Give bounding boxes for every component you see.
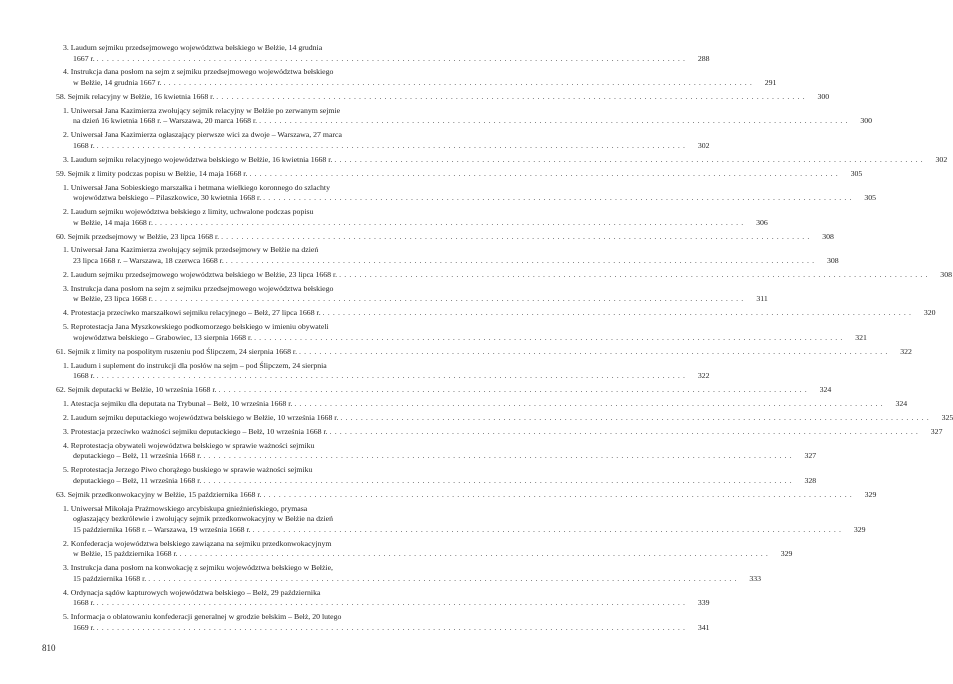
toc-entry-line	[63, 308, 936, 319]
toc-entry-text: 58. Sejmik relacyjny w Bełżie, 16 kwietnia 1668 r.	[56, 91, 215, 101]
toc-entry-line	[63, 451, 817, 462]
toc-item-entry	[56, 412, 953, 424]
dot-leader: . . . . . . . . . . . . . . . . . . . . . . . . . . . . . . . . . . . . . . . . . . . . . . . . . . . . . . . . . . . . . . . . . . . . . . . . . . . . . . . . . . . . . . . . . . . . . . . . . . . . . . . . . . . . . . . . . . . .	[221, 231, 810, 241]
dot-leader: . . . . . . . . . . . . . . . . . . . . . . . . . . . . . . . . . . . . . . . . . . . . . . . . . . . . . . . . . . . . . . . . . . . . . . . . . . . . . . . . . . . . . . . . . . . . . . . . . . . . . . . . . . . . . . . . . . . .	[96, 371, 686, 381]
toc-entry-text: 3. Instrukcja dana posłom na sejm z sejmiku przedsejmowego województwa bełskiego	[63, 283, 334, 293]
dot-leader: . . . . . . . . . . . . . . . . . . . . . . . . . . . . . . . . . . . . . . . . . . . . . . . . . . . . . . . . . . . . . . . . . . . . . . . . . . . . . . . . . . . . . . . . . . . . . . . . . . . . . . . . . . . . . . . . . . . .	[249, 168, 839, 178]
toc-item-entry	[56, 440, 817, 462]
toc-page-number: 306	[756, 217, 768, 227]
toc-section-entry	[56, 385, 832, 396]
toc-entry-line	[63, 193, 877, 204]
toc-entry-line	[63, 504, 389, 515]
toc-section-entry	[56, 346, 912, 358]
toc-entry-line	[63, 116, 873, 127]
dot-leader: . . . . . . . . . . . . . . . . . . . . . . . . . . . . . . . . . . . . . . . . . . . . . . . . . . . . . . . . . . . . . . . . . . . . . . . . . . . . . . . . . . . . . . . . . . . . . . . . . . . . . . . . . . . . . . . . . . . .	[263, 489, 853, 499]
toc-entry-line	[63, 322, 389, 333]
toc-page-number: 308	[822, 231, 834, 241]
toc-item-entry	[56, 503, 866, 536]
toc-item-entry	[56, 587, 710, 609]
toc-entry-text: 1. Atestacja sejmiku dla deputata na Trybunał – Bełż, 10 września 1668 r.	[63, 398, 293, 408]
toc-entry-line	[56, 168, 863, 180]
toc-entry-line	[63, 284, 389, 295]
dot-leader: . . . . . . . . . . . . . . . . . . . . . . . . . . . . . . . . . . . . . . . . . . . . . . . . . . . . . . . . . . . . . . . . . . . . . . . . . . . . . . . . . . . . . . . . . . . . . . . . . . . . . . . . . . . . . . . . . . . .	[216, 91, 806, 101]
toc-entry-text: 4. Protestacja przeciwko marszałkowi sejmiku relacyjnego – Bełż, 27 lipca 1668 r.	[63, 308, 321, 318]
dot-leader: . . . . . . . . . . . . . . . . . . . . . . . . . . . . . . . . . . . . . . . . . . . . . . . . . . . . . . . . . . . . . . . . . . . . . . . . . . . . . . . . . . . . . . . . . . . . . . . . . . . . . . . . . . . . . . . . . . . .	[96, 622, 686, 632]
toc-page-number: 322	[697, 371, 710, 381]
toc-entry-text: 4. Reprotestacja obywateli województwa bełskiego w sprawie ważności sejmiku	[63, 440, 315, 450]
toc-entry-line	[63, 524, 866, 536]
toc-entry-text: 63. Sejmik przedkonwokacyjny w Bełżie, 15 października 1668 r.	[56, 489, 262, 499]
toc-entry-text: 4. Ordynacja sądów kapturowych województwa bełskiego – Bełż, 29 października	[63, 587, 321, 597]
toc-entry-line	[63, 140, 710, 152]
toc-page-number: 341	[697, 622, 710, 632]
toc-entry-line	[63, 154, 948, 166]
toc-item-entry	[56, 182, 877, 204]
toc-entry-text: 61. Sejmik z limity na pospolitym ruszeniu pod Ślipczem, 24 sierpnia 1668 r.	[56, 346, 298, 356]
toc-entry-text: 62. Sejmik deputacki w Bełżie, 10 września 1668 r.	[56, 385, 217, 395]
toc-page-number: 333	[749, 573, 762, 583]
dot-leader: . . . . . . . . . . . . . . . . . . . . . . . . . . . . . . . . . . . . . . . . . . . . . . . . . . . . . . . . . . . . . . . . . . . . . . . . . . . . . . . . . . . . . . . . . . . . . . . . . . . . . . . . . . . . . . . . . . . .	[339, 269, 928, 279]
toc-entry-text: deputackiego – Bełż, 11 września 1668 r.	[73, 475, 202, 485]
toc-entry-line	[63, 183, 389, 194]
toc-entry-line	[63, 612, 389, 623]
toc-entry-line	[63, 598, 710, 609]
toc-entry-text: 5. Reprotestacja Jana Myszkowskiego podkomorzego bełskiego w imieniu obywateli	[63, 322, 329, 332]
toc-item-entry	[56, 308, 936, 319]
toc-entry-text: 2. Uniwersał Jana Kazimierza ogłaszający pierwsze wici za dwoje – Warszawa, 27 marca	[63, 130, 342, 140]
toc-page-number: 311	[756, 294, 768, 304]
toc-entry-line	[63, 398, 908, 410]
toc-entry-text: na dzień 16 kwietnia 1668 r. – Warszawa, 20 marca 1668 r.	[73, 116, 258, 126]
toc-entry-text: 3. Laudum sejmiku przedsejmowego województwa bełskiego w Bełżie, 14 grudnia	[63, 43, 323, 52]
toc-item-entry	[56, 398, 908, 410]
toc-entry-text: w Bełżie, 23 lipca 1668 r.	[73, 294, 153, 304]
toc-entry-line	[63, 269, 952, 281]
toc-entry-line	[63, 130, 389, 141]
dot-leader: . . . . . . . . . . . . . . . . . . . . . . . . . . . . . . . . . . . . . . . . . . . . . . . . . . . . . . . . . . . . . . . . . . . . . . . . . . . . . . . . . . . . . . . . . . . . . . . . . . . . . . . . . . . . . . . . . . . .	[148, 573, 738, 583]
toc-page-number: 302	[935, 154, 948, 164]
toc-item-entry	[56, 322, 867, 343]
toc-entry-line	[63, 53, 710, 65]
dot-leader: . . . . . . . . . . . . . . . . . . . . . . . . . . . . . . . . . . . . . . . . . . . . . . . . . . . . . . . . . . . . . . . . . . . . . . . . . . . . . . . . . . . . . . . . . . . . . . . . . . . . . . . . . . . . . . . . . . . .	[294, 398, 884, 408]
toc-page-number: 322	[900, 346, 912, 356]
toc-page-number: 300	[860, 116, 873, 126]
toc-entry-text: 3. Instrukcja dana posłom na konwokację z sejmiku województwa bełskiego w Bełżie,	[63, 563, 334, 573]
toc-item-entry	[56, 43, 710, 64]
toc-page-number: 324	[819, 385, 832, 395]
toc-entry-text: 5. Informacja o oblatowaniu konfederacji generalnej w grodzie bełskim – Bełż, 20 lutego	[63, 612, 342, 622]
dot-leader: . . . . . . . . . . . . . . . . . . . . . . . . . . . . . . . . . . . . . . . . . . . . . . . . . . . . . . . . . . . . . . . . . . . . . . . . . . . . . . . . . . . . . . . . . . . . . . . . . . . . . . . . . . . . . . . . . . . .	[163, 78, 753, 88]
toc-entry-line	[56, 346, 912, 358]
toc-page-number: 327	[930, 426, 943, 436]
toc-entry-text: w Bełżie, 14 grudnia 1667 r.	[73, 78, 162, 88]
toc-item-entry	[56, 245, 839, 266]
toc-entry-text: 1. Uniwersał Mikołaja Prażmowskiego arcybiskupa gnieźnieńskiego, prymasa	[63, 503, 308, 513]
dot-leader: . . . . . . . . . . . . . . . . . . . . . . . . . . . . . . . . . . . . . . . . . . . . . . . . . . . . . . . . . . . . . . . . . . . . . . . . . . . . . . . . . . . . . . . . . . . . . . . . . . . . . . . . . . . . . . . . . . . .	[322, 308, 912, 318]
toc-entry-text: w Bełżie, 14 maja 1668 r.	[73, 217, 153, 227]
dot-leader: . . . . . . . . . . . . . . . . . . . . . . . . . . . . . . . . . . . . . . . . . . . . . . . . . . . . . . . . . . . . . . . . . . . . . . . . . . . . . . . . . . . . . . . . . . . . . . . . . . . . . . . . . . . . . . . . . . . .	[329, 426, 919, 436]
toc-entry-line	[63, 563, 389, 574]
toc-entry-line	[63, 371, 710, 382]
dot-leader: . . . . . . . . . . . . . . . . . . . . . . . . . . . . . . . . . . . . . . . . . . . . . . . . . . . . . . . . . . . . . . . . . . . . . . . . . . . . . . . . . . . . . . . . . . . . . . . . . . . . . . . . . . . . . . . . . . . .	[252, 524, 842, 534]
toc-item-entry	[56, 283, 768, 305]
toc-page-number: 288	[697, 53, 710, 63]
toc-entry-text: 15 października 1668 r.	[73, 573, 147, 583]
toc-entry-line	[63, 43, 389, 54]
toc-item-entry	[56, 154, 948, 166]
toc-item-entry	[56, 538, 793, 560]
toc-entry-line	[63, 465, 389, 476]
toc-entry-text: 23 lipca 1668 r. – Warszawa, 18 czerwca 1668 r.	[73, 256, 224, 266]
dot-leader: . . . . . . . . . . . . . . . . . . . . . . . . . . . . . . . . . . . . . . . . . . . . . . . . . . . . . . . . . . . . . . . . . . . . . . . . . . . . . . . . . . . . . . . . . . . . . . . . . . . . . . . . . . . . . . . . . . . .	[96, 598, 686, 608]
toc-item-entry	[56, 426, 943, 438]
toc-section-entry	[56, 168, 863, 180]
toc-item-entry	[56, 130, 710, 151]
toc-entry-line	[63, 78, 777, 89]
toc-entry-text: 2. Laudum sejmiku przedsejmowego województwa bełskiego w Bełżie, 23 lipca 1668 r.	[63, 269, 338, 279]
toc-item-entry	[56, 612, 710, 633]
toc-entry-line	[56, 385, 832, 396]
toc-entry-line	[63, 361, 389, 372]
toc-section-entry	[56, 489, 877, 501]
toc-entry-line	[56, 231, 834, 243]
dot-leader: . . . . . . . . . . . . . . . . . . . . . . . . . . . . . . . . . . . . . . . . . . . . . . . . . . . . . . . . . . . . . . . . . . . . . . . . . . . . . . . . . . . . . . . . . . . . . . . . . . . . . . . . . . . . . . . . . . . .	[225, 256, 815, 266]
toc-entry-text: 59. Sejmik z limity podczas popisu w Bełżie, 14 maja 1668 r.	[56, 168, 248, 178]
dot-leader: . . . . . . . . . . . . . . . . . . . . . . . . . . . . . . . . . . . . . . . . . . . . . . . . . . . . . . . . . . . . . . . . . . . . . . . . . . . . . . . . . . . . . . . . . . . . . . . . . . . . . . . . . . . . . . . . . . . .	[96, 53, 686, 63]
dot-leader: . . . . . . . . . . . . . . . . . . . . . . . . . . . . . . . . . . . . . . . . . . . . . . . . . . . . . . . . . . . . . . . . . . . . . . . . . . . . . . . . . . . . . . . . . . . . . . . . . . . . . . . . . . . . . . . . . . . .	[340, 412, 930, 422]
toc-entry-line	[63, 549, 793, 560]
toc-entry-line	[63, 412, 953, 424]
dot-leader: . . . . . . . . . . . . . . . . . . . . . . . . . . . . . . . . . . . . . . . . . . . . . . . . . . . . . . . . . . . . . . . . . . . . . . . . . . . . . . . . . . . . . . . . . . . . . . . . . . . . . . . . . . . . . . . . . . . .	[263, 193, 853, 203]
toc-entry-line	[63, 207, 389, 218]
toc-entry-text: 2. Laudum sejmiku deputackiego województwa bełskiego w Bełżie, 10 września 1668 r.	[63, 412, 339, 422]
toc-entry-line	[56, 489, 877, 501]
toc-entry-text: 1. Uniwersał Jana Sobieskiego marszałka i hetmana wielkiego koronnego do szlachty	[63, 182, 330, 192]
toc-entry-text: województwa bełskiego – Grabowiec, 13 sierpnia 1668 r.	[73, 332, 253, 342]
toc-page-number: 329	[780, 549, 793, 559]
toc-entry-text: 3. Protestacja przeciwko ważności sejmiku deputackiego – Bełż, 10 września 1668 r.	[63, 426, 328, 436]
dot-leader: . . . . . . . . . . . . . . . . . . . . . . . . . . . . . . . . . . . . . . . . . . . . . . . . . . . . . . . . . . . . . . . . . . . . . . . . . . . . . . . . . . . . . . . . . . . . . . . . . . . . . . . . . . . . . . . . . . . .	[96, 140, 686, 150]
toc-entry-line	[63, 256, 839, 267]
toc-entry-text: 2. Laudum sejmiku województwa bełskiego z limity, uchwalone podczas popisu	[63, 207, 314, 217]
toc-item-entry	[56, 563, 762, 584]
toc-page-number: 300	[817, 91, 830, 101]
table-of-contents	[56, 43, 953, 637]
dot-leader: . . . . . . . . . . . . . . . . . . . . . . . . . . . . . . . . . . . . . . . . . . . . . . . . . . . . . . . . . . . . . . . . . . . . . . . . . . . . . . . . . . . . . . . . . . . . . . . . . . . . . . . . . . . . . . . . . . . .	[154, 217, 744, 227]
dot-leader: . . . . . . . . . . . . . . . . . . . . . . . . . . . . . . . . . . . . . . . . . . . . . . . . . . . . . . . . . . . . . . . . . . . . . . . . . . . . . . . . . . . . . . . . . . . . . . . . . . . . . . . . . . . . . . . . . . . .	[259, 116, 849, 126]
toc-page-number: 328	[804, 475, 817, 485]
toc-entry-text: 5. Reprotestacja Jerzego Piwo chorążego buskiego w sprawie ważności sejmiku	[63, 465, 313, 475]
toc-item-entry	[56, 207, 768, 228]
toc-item-entry	[56, 465, 817, 486]
toc-page-number: 325	[941, 412, 953, 422]
toc-page-number: 324	[895, 398, 908, 408]
dot-leader: . . . . . . . . . . . . . . . . . . . . . . . . . . . . . . . . . . . . . . . . . . . . . . . . . . . . . . . . . . . . . . . . . . . . . . . . . . . . . . . . . . . . . . . . . . . . . . . . . . . . . . . . . . . . . . . . . . . .	[179, 549, 769, 559]
dot-leader: . . . . . . . . . . . . . . . . . . . . . . . . . . . . . . . . . . . . . . . . . . . . . . . . . . . . . . . . . . . . . . . . . . . . . . . . . . . . . . . . . . . . . . . . . . . . . . . . . . . . . . . . . . . . . . . . . . . .	[299, 346, 888, 356]
toc-section-entry	[56, 91, 830, 103]
toc-entry-line	[63, 294, 768, 305]
toc-entry-text: deputackiego – Bełż, 11 września 1668 r.	[73, 451, 202, 461]
toc-entry-line	[63, 245, 389, 256]
dot-leader: . . . . . . . . . . . . . . . . . . . . . . . . . . . . . . . . . . . . . . . . . . . . . . . . . . . . . . . . . . . . . . . . . . . . . . . . . . . . . . . . . . . . . . . . . . . . . . . . . . . . . . . . . . . . . . . . . . . .	[154, 294, 744, 304]
toc-page-number: 291	[764, 78, 777, 88]
toc-item-entry	[56, 269, 952, 281]
toc-entry-text: 3. Laudum sejmiku relacyjnego województwa bełskiego w Bełżie, 16 kwietnia 1668 r.	[63, 154, 333, 164]
dot-leader: . . . . . . . . . . . . . . . . . . . . . . . . . . . . . . . . . . . . . . . . . . . . . . . . . . . . . . . . . . . . . . . . . . . . . . . . . . . . . . . . . . . . . . . . . . . . . . . . . . . . . . . . . . . . . . . . . . . .	[203, 475, 793, 485]
toc-entry-line	[63, 217, 768, 229]
toc-page-number: 339	[697, 598, 710, 608]
toc-page-number: 305	[850, 168, 863, 178]
toc-page-number: 302	[697, 140, 710, 150]
toc-page-number: 329	[864, 489, 877, 499]
toc-page-number: 305	[864, 193, 877, 203]
toc-entry-text: 1667 r.	[73, 53, 95, 63]
dot-leader: . . . . . . . . . . . . . . . . . . . . . . . . . . . . . . . . . . . . . . . . . . . . . . . . . . . . . . . . . . . . . . . . . . . . . . . . . . . . . . . . . . . . . . . . . . . . . . . . . . . . . . . . . . . . . . . . . . . .	[203, 451, 793, 461]
toc-page-number: 308	[940, 269, 952, 279]
toc-page-number: 321	[855, 332, 867, 342]
toc-entry-line	[63, 573, 762, 585]
toc-entry-text: 1. Uniwersał Jana Kazimierza zwołujący sejmik przedsejmowy w Bełżie na dzień	[63, 245, 319, 255]
toc-entry-line	[63, 426, 943, 438]
toc-item-entry	[56, 360, 710, 382]
toc-page-number: 308	[826, 256, 839, 266]
toc-item-entry	[56, 67, 777, 88]
toc-entry-text: 1. Uniwersał Jana Kazimierza zwołujący sejmik relacyjny w Bełżie po zerwanym sejmie	[63, 105, 341, 115]
toc-entry-line	[63, 475, 817, 487]
toc-entry-line	[56, 91, 830, 103]
page-number: 810	[42, 643, 56, 653]
toc-entry-line	[63, 539, 389, 550]
dot-leader: . . . . . . . . . . . . . . . . . . . . . . . . . . . . . . . . . . . . . . . . . . . . . . . . . . . . . . . . . . . . . . . . . . . . . . . . . . . . . . . . . . . . . . . . . . . . . . . . . . . . . . . . . . . . . . . . . . . .	[254, 332, 843, 342]
toc-entry-text: w Bełżie, 15 października 1668 r.	[73, 549, 178, 559]
toc-entry-line	[63, 622, 710, 634]
toc-entry-line	[63, 441, 389, 452]
toc-entry-text: 60. Sejmik przedsejmowy w Bełżie, 23 lipca 1668 r.	[56, 231, 220, 241]
toc-page-number: 327	[804, 451, 817, 461]
toc-entry-line	[63, 332, 867, 344]
toc-entry-text: 4. Instrukcja dana posłom na sejm z sejmiku przedsejmowego województwa bełskiego	[63, 67, 334, 77]
toc-entry-text: ogłaszający bezkrólewie i zwołujący sejmik przedkonwokacyjny w Bełżie na dzień	[73, 514, 334, 524]
toc-entry-text: 15 października 1668 r. – Warszawa, 19 września 1668 r.	[73, 524, 251, 534]
toc-entry-text: 1668 r.	[73, 140, 95, 150]
toc-entry-text: 1668 r.	[73, 598, 95, 608]
toc-entry-text: województwa bełskiego – Pilaszkowice, 30 kwietnia 1668 r.	[73, 193, 262, 203]
toc-entry-text: 2. Konfederacja województwa bełskiego zawiązana na sejmiku przedkonwokacyjnym	[63, 538, 332, 548]
toc-entry-text: 1668 r.	[73, 371, 95, 381]
toc-entry-line	[63, 67, 389, 78]
toc-entry-text: 1. Laudum i suplement do instrukcji dla posłów na sejm – pod Ślipczem, 24 sierpnia	[63, 360, 327, 370]
toc-entry-line	[63, 106, 389, 117]
toc-page-number: 329	[853, 524, 866, 534]
toc-item-entry	[56, 105, 873, 127]
toc-entry-line	[63, 588, 389, 599]
toc-entry-line	[63, 514, 389, 525]
dot-leader: . . . . . . . . . . . . . . . . . . . . . . . . . . . . . . . . . . . . . . . . . . . . . . . . . . . . . . . . . . . . . . . . . . . . . . . . . . . . . . . . . . . . . . . . . . . . . . . . . . . . . . . . . . . . . . . . . . . .	[334, 154, 924, 164]
toc-entry-text: 1669 r.	[73, 622, 95, 632]
dot-leader: . . . . . . . . . . . . . . . . . . . . . . . . . . . . . . . . . . . . . . . . . . . . . . . . . . . . . . . . . . . . . . . . . . . . . . . . . . . . . . . . . . . . . . . . . . . . . . . . . . . . . . . . . . . . . . . . . . . .	[218, 385, 808, 395]
toc-section-entry	[56, 231, 834, 243]
toc-page-number: 320	[923, 308, 936, 318]
